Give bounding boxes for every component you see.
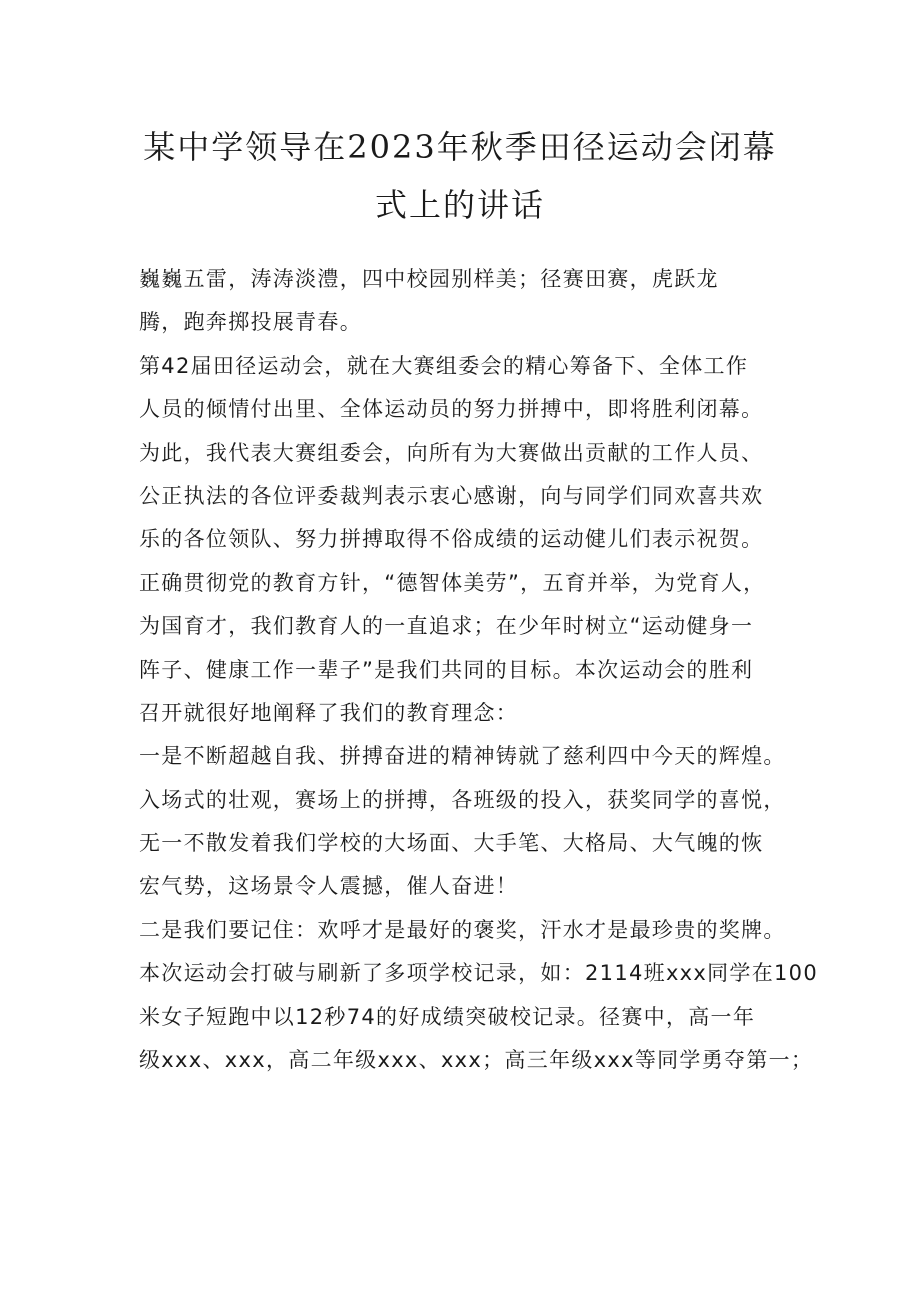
body-line-2: 腾，跑奔掷投展青春。 [139,310,362,335]
body-line-13: 入场式的壮观，赛场上的拼搏，各班级的投入，获奖同学的喜悦， [139,787,786,812]
document-title [120,118,800,234]
body-line-19: 级xxx、xxx，高二年级xxx、xxx；高三年级xxx等同学勇夺第一； [139,1048,814,1073]
body-line-8: 正确贯彻党的教育方针，“德智体美劳”，五育并举，为党育人， [139,570,766,595]
body-line-3: 第42届田径运动会，就在大赛组委会的精心筹备下、全体工作 [139,353,749,378]
body-line-16: 二是我们要记住：欢呼才是最好的褒奖，汗水才是最珍贵的奖牌。 [139,917,786,942]
body-line-14: 无一不散发着我们学校的大场面、大手笔、大格局、大气魄的恢 [139,831,764,856]
body-line-9: 为国育才，我们教育人的一直追求；在少年时树立“运动健身一 [139,614,754,639]
body-line-12: 一是不断超越自我、拼搏奋进的精神铸就了慈利四中今天的辉煌。 [139,744,786,769]
body-line-4: 人员的倾情付出里、全体运动员的努力拼搏中，即将胜利闭幕。 [139,397,764,422]
body-line-6: 公正执法的各位评委裁判表示衷心感谢，向与同学们同欢喜共欢 [139,483,764,508]
body-line-17: 本次运动会打破与刷新了多项学校记录，如：2114班xxx同学在100 [139,961,819,986]
title-line-1: 某中学领导在2023年秋季田径运动会闭幕 [143,128,777,166]
title-line-2: 式上的讲话 [374,186,545,224]
body-line-1: 巍巍五雷，涛涛淡澧，四中校园别样美；径赛田赛，虎跃龙 [139,267,719,291]
body-line-11: 召开就很好地阐释了我们的教育理念： [139,700,519,725]
document-body [139,258,819,1082]
body-line-5: 为此，我代表大赛组委会，向所有为大赛做出贡献的工作人员、 [139,440,764,465]
body-line-18: 米女子短跑中以12秒74的好成绩突破校记录。径赛中，高一年 [139,1004,756,1029]
body-line-15: 宏气势，这场景令人震撼，催人奋进！ [139,874,519,899]
body-line-7: 乐的各位领队、努力拼搏取得不俗成绩的运动健儿们表示祝贺。 [139,527,764,552]
body-line-10: 阵子、健康工作一辈子”是我们共同的目标。本次运动会的胜利 [139,657,754,682]
